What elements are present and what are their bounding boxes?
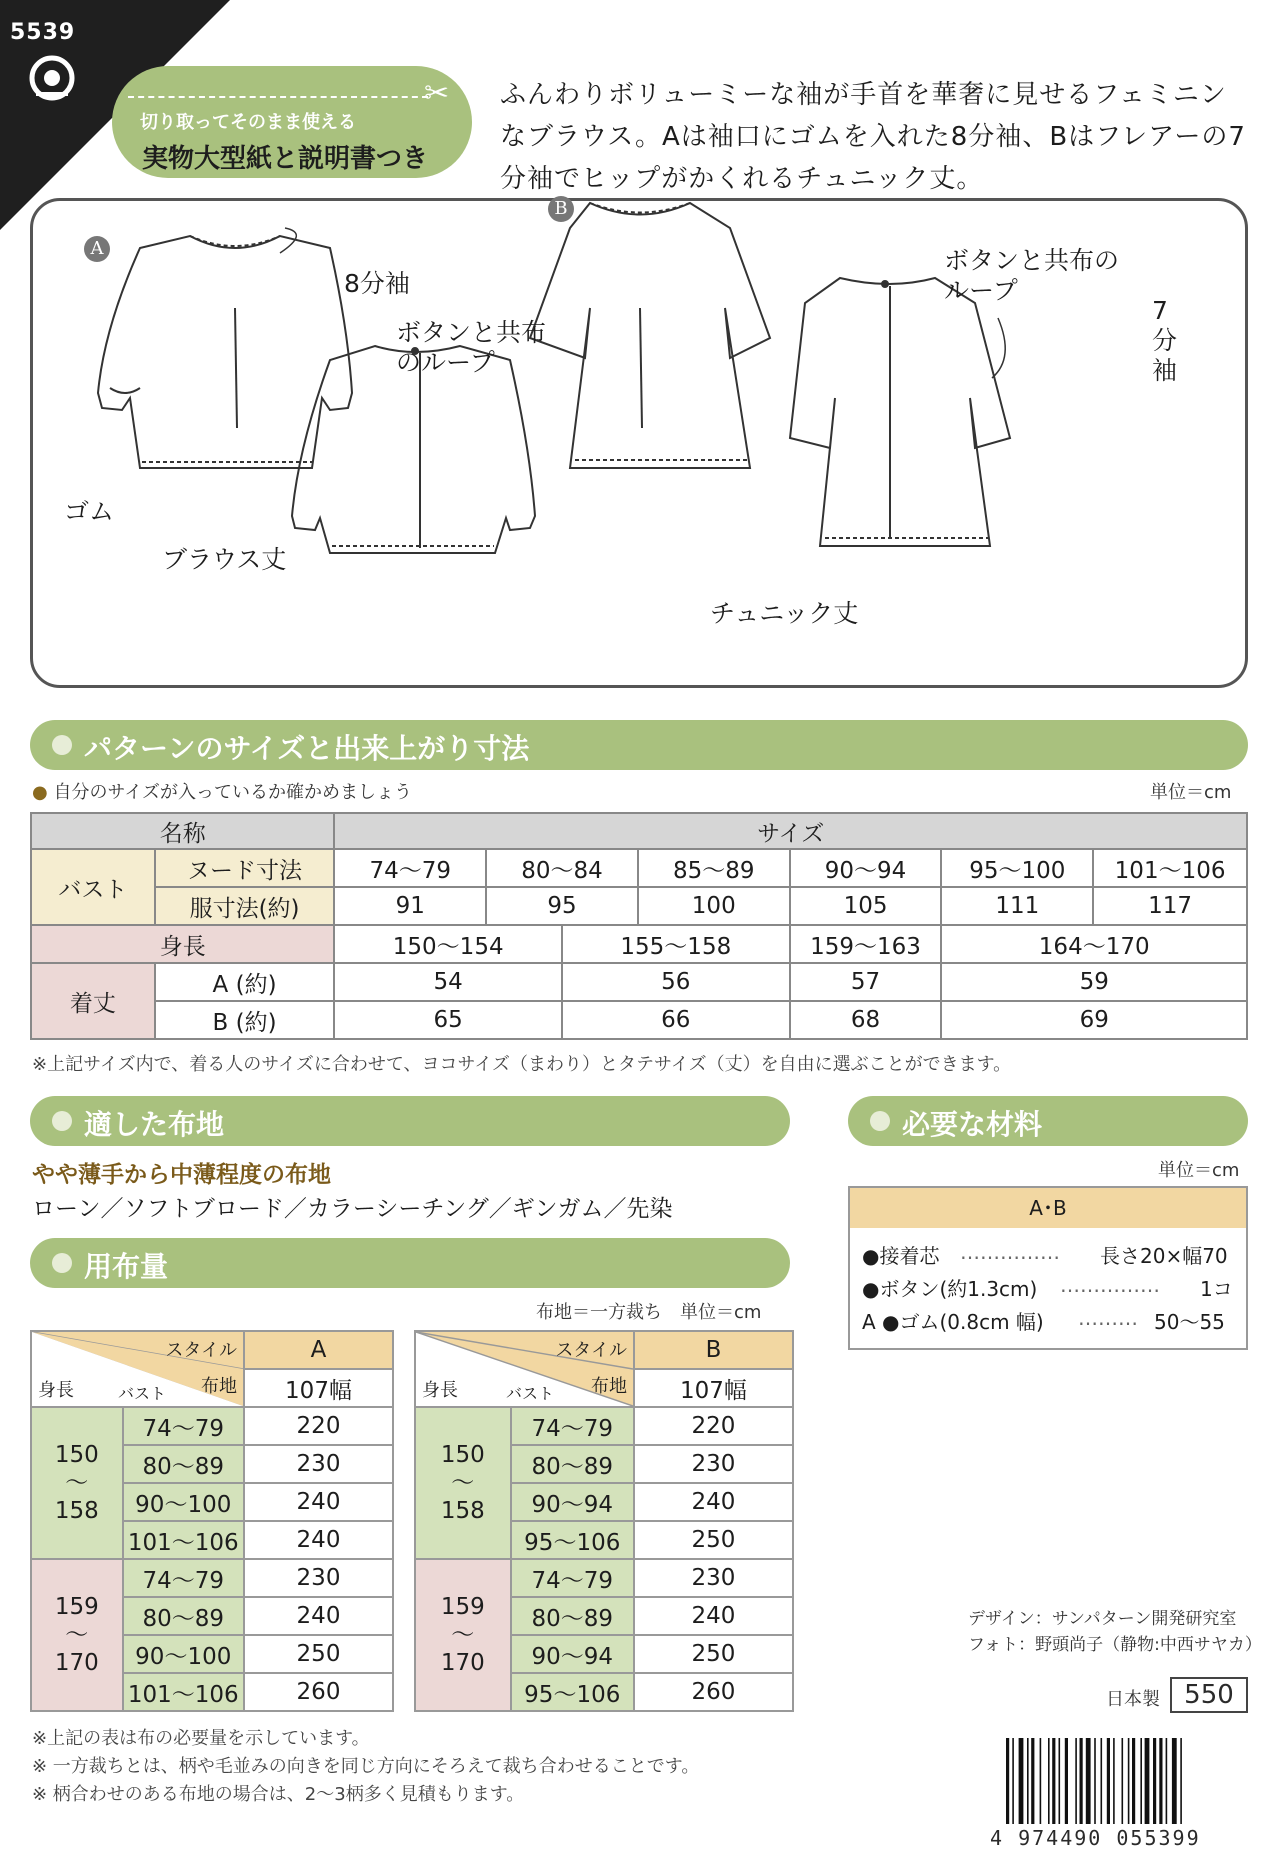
garment-cell: 91 xyxy=(334,887,486,925)
height-from: 159 xyxy=(440,1594,485,1620)
a-length-label: ブラウス丈 xyxy=(162,545,287,574)
tunic-b-back-drawing xyxy=(790,278,1010,546)
barcode-bar xyxy=(1012,1738,1014,1824)
style-cell: A xyxy=(244,1331,393,1369)
section-dot-icon xyxy=(52,1253,72,1273)
bust-cell: 74〜79 xyxy=(511,1407,634,1445)
material-label: ●接着芯 xyxy=(862,1244,940,1268)
length-a-cell: 54 xyxy=(334,963,562,1001)
price-box: 550 xyxy=(1170,1677,1248,1713)
yardage-cell: 250 xyxy=(244,1635,393,1673)
yardage-note: ※ 柄合わせのある布地の場合は、2〜3柄多く見積もります。 xyxy=(32,1784,525,1805)
yardage-cell: 240 xyxy=(244,1597,393,1635)
yardage-cell: 260 xyxy=(244,1673,393,1711)
barcode-bar xyxy=(1019,1738,1024,1824)
tunic-b-front-drawing xyxy=(530,203,770,468)
b-sleeve-label: 7分袖 xyxy=(1152,296,1178,385)
material-dots: …………… xyxy=(1060,1273,1160,1297)
size-check-note xyxy=(32,778,412,804)
barcode-number: 4 974490 055399 xyxy=(990,1826,1201,1850)
barcode-bar xyxy=(1145,1738,1150,1824)
size-section-title: パターンのサイズと出来上がり寸法 xyxy=(84,732,530,765)
bust-cell: 90〜100 xyxy=(123,1483,244,1521)
nude-cell: 80〜84 xyxy=(486,849,638,887)
height-tilde: 〜 xyxy=(65,1622,89,1648)
yardage-cell: 220 xyxy=(244,1407,393,1445)
brand-logo-icon xyxy=(26,52,78,104)
height-to: 158 xyxy=(54,1498,99,1524)
barcode-bar xyxy=(1027,1738,1029,1824)
materials-section-title: 必要な材料 xyxy=(902,1108,1043,1141)
style-label: スタイル xyxy=(555,1340,627,1361)
b-length-label: チュニック丈 xyxy=(710,599,859,628)
barcode-bar xyxy=(1048,1738,1050,1824)
height-group xyxy=(415,1407,511,1559)
fabric-list: ローン／ソフトブロード／カラーシーチング／ギンガム／先染 xyxy=(32,1196,673,1222)
material-dots: …………… xyxy=(960,1240,1060,1264)
bust-cell: 90〜94 xyxy=(511,1635,634,1673)
height-to: 158 xyxy=(440,1498,485,1524)
length-a-cell: 57 xyxy=(790,963,942,1001)
size-unit: 単位＝cm xyxy=(1150,782,1232,803)
style-a-mark: A xyxy=(84,236,110,262)
garment-cell: 100 xyxy=(638,887,790,925)
yardage-cell: 230 xyxy=(244,1559,393,1597)
length-a-cell: 59 xyxy=(941,963,1247,1001)
material-value: 長さ20×幅70 xyxy=(1100,1244,1228,1268)
barcode-bar xyxy=(1172,1738,1177,1824)
fabric-width-cell: 107幅 xyxy=(634,1369,793,1407)
barcode-icon xyxy=(1004,1738,1244,1824)
photo-credit: フォト：野頭尚子（静物:中西サヤカ） xyxy=(968,1635,1262,1655)
badge-subtitle: 切り取ってそのまま使える xyxy=(140,112,356,133)
barcode-bar xyxy=(1128,1738,1130,1824)
badge-dash-line xyxy=(128,96,428,98)
material-label: ●ボタン(約1.3cm) xyxy=(862,1277,1038,1301)
made-in-label: 日本製 xyxy=(1106,1689,1160,1710)
height-to: 170 xyxy=(440,1650,485,1676)
bust-cell: 80〜89 xyxy=(123,1445,244,1483)
nude-cell: 90〜94 xyxy=(790,849,942,887)
blouse-a-front-drawing xyxy=(98,236,352,468)
yardage-cell: 240 xyxy=(634,1597,793,1635)
yardage-info: 布地＝一方裁ち 単位＝cm xyxy=(536,1302,762,1323)
material-value: 50〜55 xyxy=(1154,1310,1225,1334)
size-footnote: ※上記サイズ内で、着る人のサイズに合わせて、ヨコサイズ（まわり）とタテサイズ（丈）を自由に選ぶことができます。 xyxy=(32,1054,1012,1075)
yardage-table-b xyxy=(414,1330,794,1712)
barcode-bar xyxy=(1132,1738,1135,1824)
barcode-bar xyxy=(1166,1738,1168,1824)
barcode-bar xyxy=(1040,1738,1042,1824)
yardage-note: ※ 一方裁ちとは、柄や毛並みの向きを同じ方向にそろえて裁ち合わせることです。 xyxy=(32,1756,700,1777)
style-label: スタイル xyxy=(165,1340,237,1361)
height-cell: 155〜158 xyxy=(562,925,790,963)
scissors-icon: ✂ xyxy=(424,76,450,111)
col-name-header: 名称 xyxy=(31,813,334,849)
height-from: 150 xyxy=(440,1442,485,1468)
yardage-cell: 230 xyxy=(244,1445,393,1483)
materials-header: A･B xyxy=(850,1188,1246,1228)
garment-label: 服寸法(約) xyxy=(155,887,335,925)
nude-cell: 95〜100 xyxy=(941,849,1093,887)
barcode-bar xyxy=(1107,1738,1110,1824)
bust-cell: 74〜79 xyxy=(511,1559,634,1597)
height-label: 身長 xyxy=(31,925,334,963)
section-dot-icon xyxy=(870,1111,890,1131)
badge-title: 実物大型紙と説明書つき xyxy=(142,144,429,174)
section-dot-icon xyxy=(52,1111,72,1131)
fabric-width-cell: 107幅 xyxy=(244,1369,393,1407)
length-a-cell: 56 xyxy=(562,963,790,1001)
yardage-cell: 220 xyxy=(634,1407,793,1445)
yardage-cell: 230 xyxy=(634,1445,793,1483)
barcode-bar xyxy=(1052,1738,1055,1824)
height-label: 身長 xyxy=(422,1380,458,1401)
length-b-cell: 68 xyxy=(790,1001,942,1039)
barcode-bar xyxy=(1101,1738,1103,1824)
bullet-icon: ● xyxy=(32,782,48,803)
yardage-note: ※上記の表は布の必要量を示しています。 xyxy=(32,1728,370,1749)
material-value: 1コ xyxy=(1200,1277,1233,1301)
barcode-bar xyxy=(1080,1738,1083,1824)
garment-cell: 95 xyxy=(486,887,638,925)
bust-cell: 95〜106 xyxy=(511,1673,634,1711)
col-size-header: サイズ xyxy=(334,813,1247,849)
yardage-cell: 240 xyxy=(244,1483,393,1521)
yardage-cell: 250 xyxy=(634,1521,793,1559)
height-label: 身長 xyxy=(38,1380,74,1401)
bust-label: バスト xyxy=(118,1384,167,1403)
height-group xyxy=(31,1407,123,1559)
height-from: 150 xyxy=(54,1442,99,1468)
bust-cell: 90〜100 xyxy=(123,1635,244,1673)
bust-cell: 80〜89 xyxy=(511,1445,634,1483)
barcode-bar xyxy=(1113,1738,1115,1824)
a-sleeve-label: 8分袖 xyxy=(344,269,410,298)
height-group xyxy=(31,1559,123,1711)
barcode-bar xyxy=(1122,1738,1124,1824)
bust-label: バスト xyxy=(506,1384,555,1403)
barcode-bar xyxy=(1159,1738,1162,1824)
b-button-label: ボタンと共布のループ xyxy=(944,246,1120,305)
garment-cell: 105 xyxy=(790,887,942,925)
barcode-bar xyxy=(1031,1738,1034,1824)
a-button-label: ボタンと共布のループ xyxy=(396,318,547,377)
length-b-label: B (約) xyxy=(155,1001,335,1039)
height-cell: 164〜170 xyxy=(941,925,1247,963)
size-note-text: 自分のサイズが入っているか確かめましょう xyxy=(53,782,413,803)
materials-unit: 単位＝cm xyxy=(1158,1160,1240,1181)
length-b-cell: 65 xyxy=(334,1001,562,1039)
bust-cell: 80〜89 xyxy=(123,1597,244,1635)
barcode-bar xyxy=(1180,1738,1182,1824)
length-label: 着丈 xyxy=(31,963,155,1039)
section-dot-icon xyxy=(52,735,72,755)
material-label: A ●ゴム(0.8cm 幅) xyxy=(862,1310,1044,1334)
nude-cell: 74〜79 xyxy=(334,849,486,887)
leader-line xyxy=(280,228,296,253)
style-cell: B xyxy=(634,1331,793,1369)
intro-text: ふんわりボリューミーな袖が手首を華奢に見せるフェミニンなブラウス。Aは袖口にゴムを入れた8分袖、Bはフレアーの7分袖でヒップがかくれるチュニック丈。 xyxy=(500,80,1246,194)
nude-label: ヌード寸法 xyxy=(155,849,335,887)
barcode-bar xyxy=(1140,1738,1142,1824)
yardage-header-diagonal xyxy=(31,1331,244,1407)
barcode-bar xyxy=(1065,1738,1068,1824)
height-tilde: 〜 xyxy=(451,1622,475,1648)
nude-cell: 101〜106 xyxy=(1093,849,1247,887)
a-gomu-label: ゴム xyxy=(64,497,115,526)
yardage-table-a xyxy=(30,1330,394,1712)
nude-cell: 85〜89 xyxy=(638,849,790,887)
garment-cell: 111 xyxy=(941,887,1093,925)
yardage-header-diagonal xyxy=(415,1331,634,1407)
length-b-cell: 66 xyxy=(562,1001,790,1039)
barcode-bar xyxy=(1086,1738,1091,1824)
yardage-cell: 240 xyxy=(634,1483,793,1521)
yardage-cell: 240 xyxy=(244,1521,393,1559)
bust-cell: 95〜106 xyxy=(511,1521,634,1559)
bust-cell: 101〜106 xyxy=(123,1521,244,1559)
bust-label: バスト xyxy=(31,849,155,925)
fabric-label: 布地 xyxy=(590,1376,627,1397)
material-dots: ……… xyxy=(1078,1306,1138,1330)
height-tilde: 〜 xyxy=(65,1470,89,1496)
fabric-section-title: 適した布地 xyxy=(84,1108,225,1141)
bust-cell: 90〜94 xyxy=(511,1483,634,1521)
height-group xyxy=(415,1559,511,1711)
bust-cell: 74〜79 xyxy=(123,1559,244,1597)
garment-cell: 117 xyxy=(1093,887,1247,925)
leader-line xyxy=(992,318,1005,378)
height-cell: 159〜163 xyxy=(790,925,942,963)
height-cell: 150〜154 xyxy=(334,925,562,963)
yardage-cell: 260 xyxy=(634,1673,793,1711)
fabric-lead: やや薄手から中薄程度の布地 xyxy=(32,1162,331,1188)
length-b-cell: 69 xyxy=(941,1001,1247,1039)
yardage-cell: 250 xyxy=(634,1635,793,1673)
length-a-label: A (約) xyxy=(155,963,335,1001)
bust-cell: 74〜79 xyxy=(123,1407,244,1445)
barcode-bar xyxy=(1006,1738,1009,1824)
barcode-bar xyxy=(1094,1738,1096,1824)
yardage-cell: 230 xyxy=(634,1559,793,1597)
height-from: 159 xyxy=(54,1594,99,1620)
design-credit: デザイン：サンパターン開発研究室 xyxy=(968,1609,1237,1629)
barcode-bar xyxy=(1059,1738,1061,1824)
size-table xyxy=(30,812,1248,1040)
yardage-section-title: 用布量 xyxy=(84,1250,169,1283)
height-to: 170 xyxy=(54,1650,99,1676)
bust-cell: 101〜106 xyxy=(123,1673,244,1711)
pattern-code: 5539 xyxy=(10,20,76,45)
fabric-label: 布地 xyxy=(201,1376,237,1397)
barcode-bar xyxy=(1075,1738,1077,1824)
barcode-bar xyxy=(1153,1738,1156,1824)
bust-cell: 80〜89 xyxy=(511,1597,634,1635)
height-tilde: 〜 xyxy=(451,1470,475,1496)
style-b-mark: B xyxy=(548,196,574,222)
